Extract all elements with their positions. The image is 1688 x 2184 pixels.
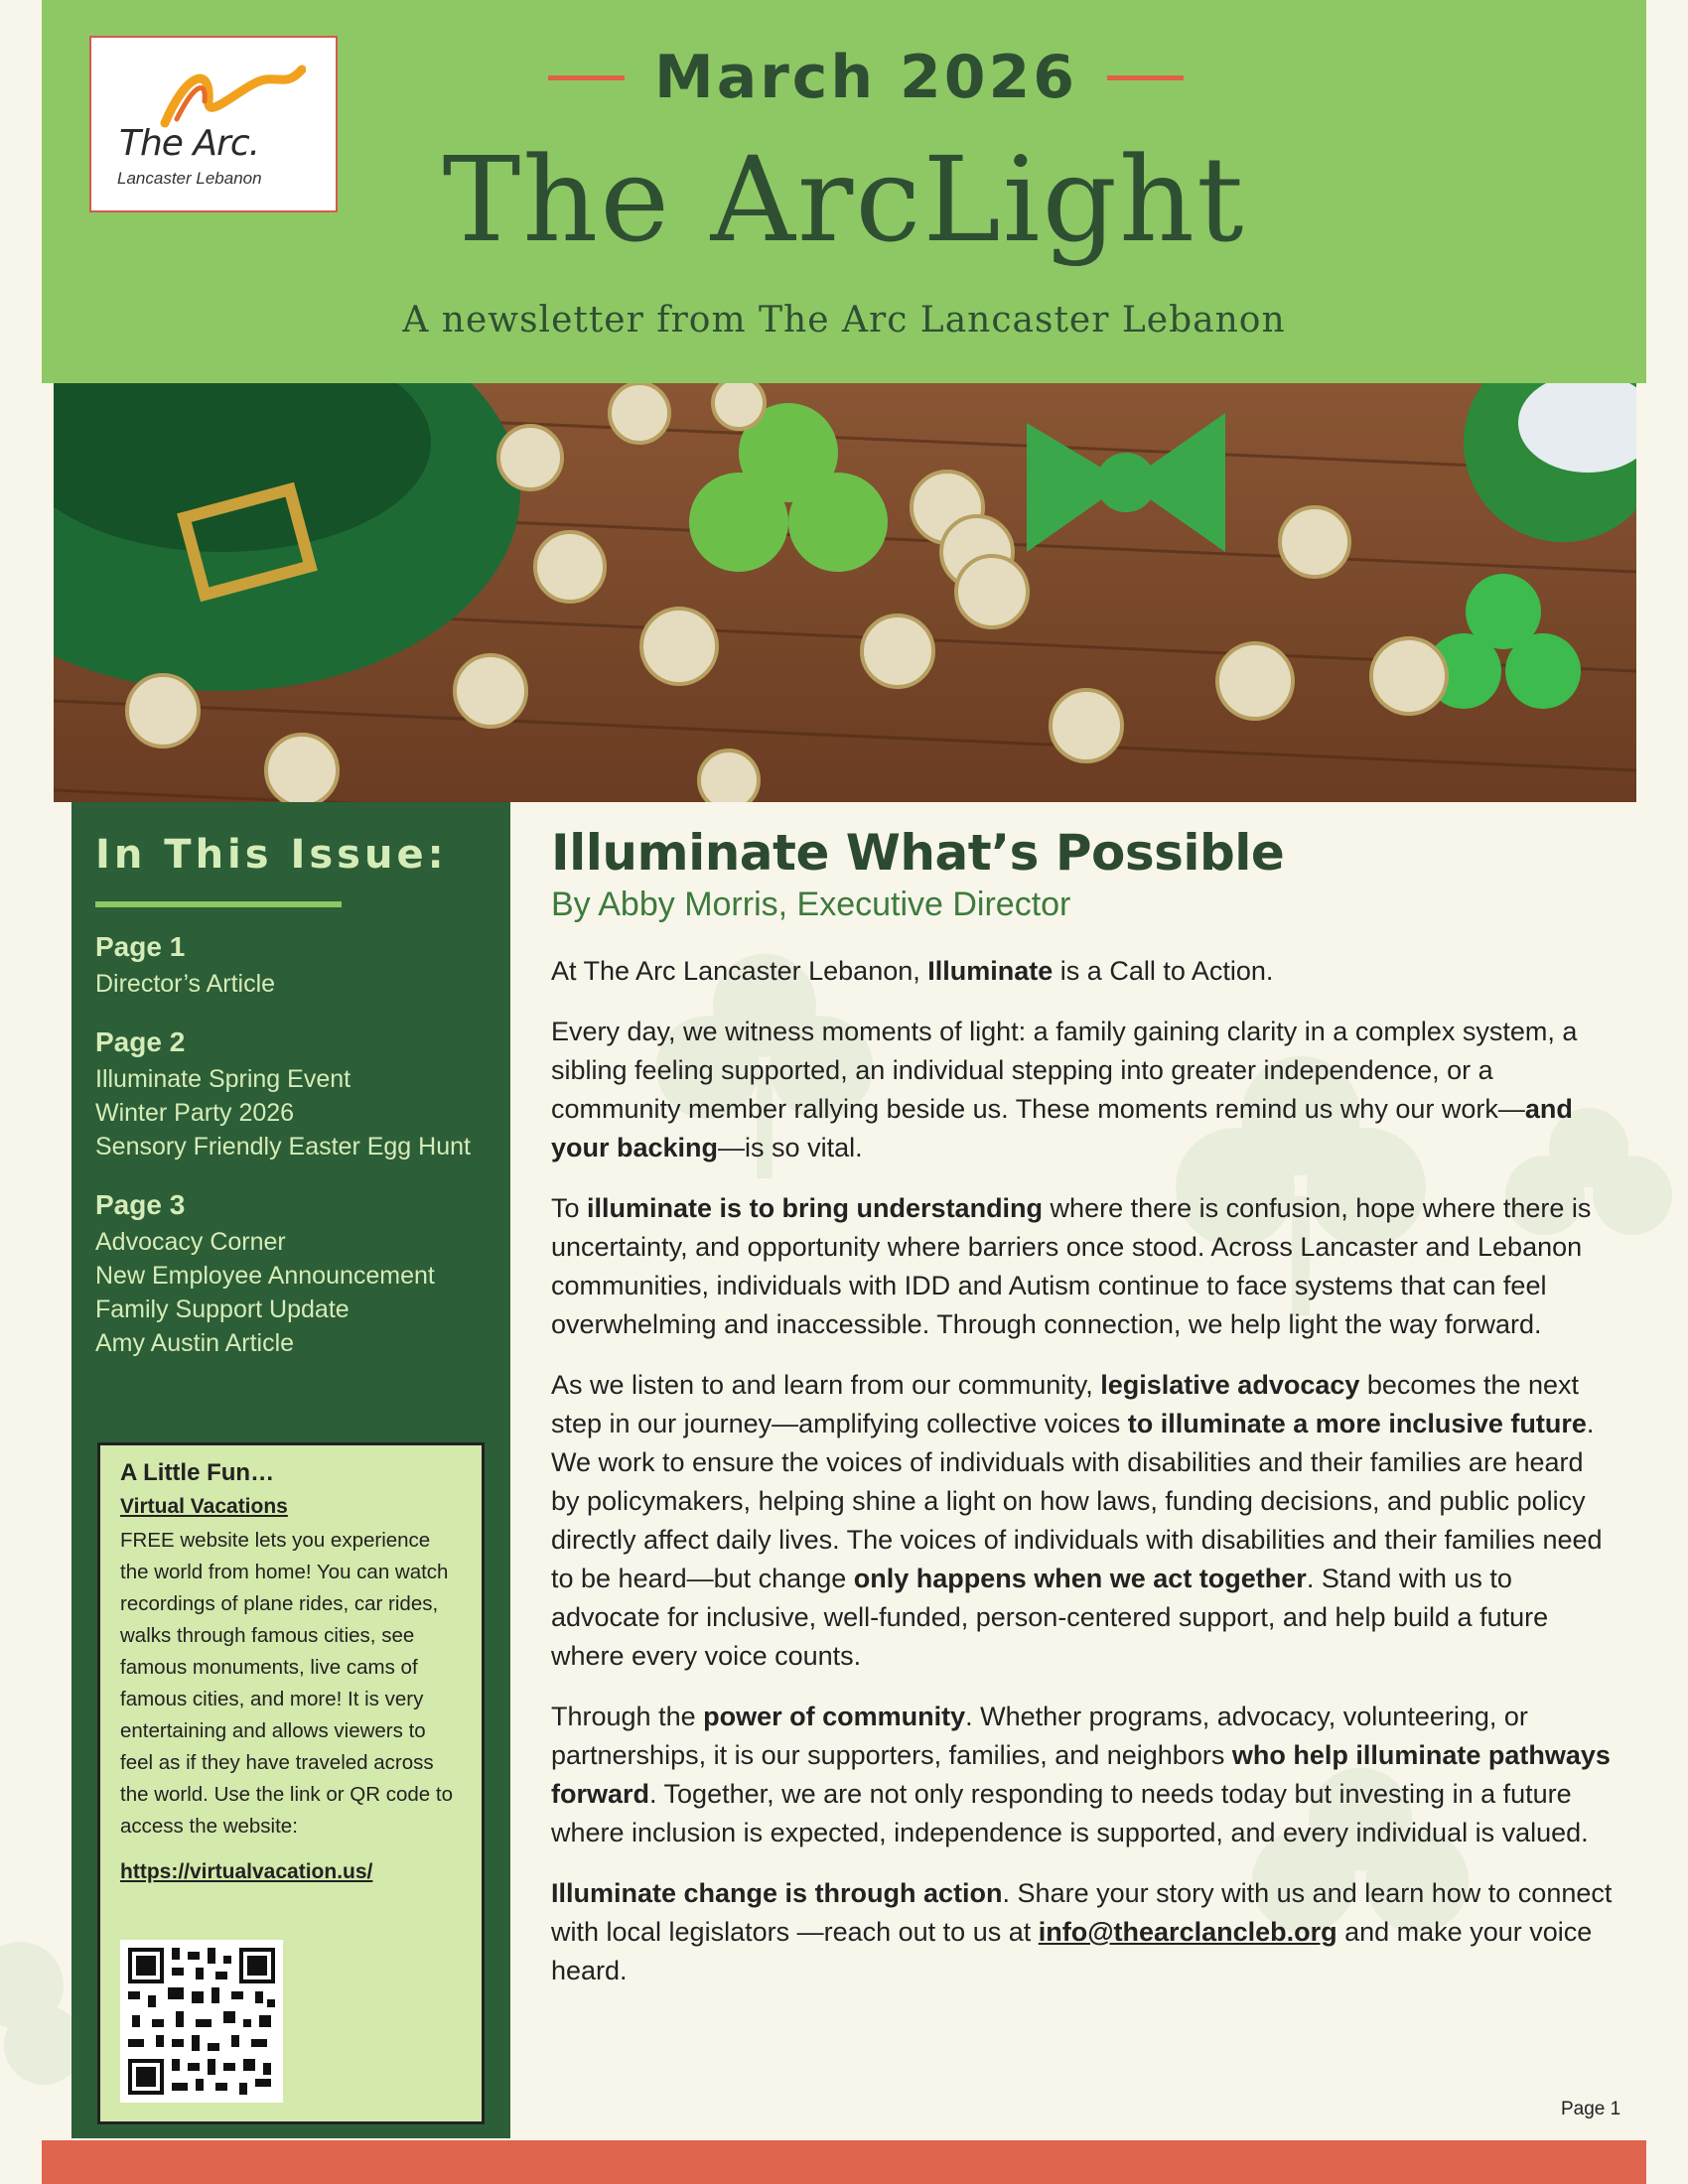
dash-left — [548, 75, 625, 80]
qr-code[interactable] — [120, 1940, 283, 2103]
newsletter-subtitle: A newsletter from The Arc Lancaster Lebanon — [402, 300, 1286, 341]
contents-item: Sensory Friendly Easter Egg Hunt — [95, 1133, 471, 1160]
contents-item: Winter Party 2026 — [95, 1099, 295, 1127]
contents-group — [95, 1189, 492, 1360]
contents-page-label: Page 2 — [95, 1026, 186, 1057]
hero-image — [54, 383, 1636, 802]
fun-description: FREE website lets you experience the world from home! You can watch recordings of plane rides, car rides, walks through famous cities, see famous monuments, live cams of famous cities, and more! It is very entertaining and allows viewers to feel as if they have traveled across the world. Use the link or QR code to access the website: — [120, 1529, 453, 1838]
fun-title: A Little Fun… — [120, 1459, 275, 1486]
footer-bar — [42, 2140, 1646, 2184]
issue-month: March 2026 — [654, 43, 1077, 112]
contents-item: New Employee Announcement — [95, 1262, 435, 1290]
article-paragraph: Illuminate change is through action. Share your story with us and learn how to connect with local legislators —reach out to us at info@thearclancleb.org and make your voice heard. — [551, 1878, 1613, 1985]
article-paragraph: To illuminate is to bring understanding where there is confusion, hope where there is uncertainty, and opportunity where barriers once stood. Across Lancaster and Lebanon communities, individuals with IDD and Autism continue to face systems that can feel overwhelming and inaccessible. Through connection, we help light the way forward. — [551, 1193, 1592, 1339]
logo-subtitle: Lancaster Lebanon — [117, 169, 262, 188]
contents-item: Illuminate Spring Event — [95, 1065, 352, 1093]
directors-article — [551, 824, 1614, 2012]
dash-right — [1107, 75, 1184, 80]
issue-contents-list — [95, 931, 492, 1386]
virtual-vacation-link[interactable]: https://virtualvacation.us/ — [120, 1860, 373, 1883]
arc-swoosh-icon — [157, 62, 306, 131]
contents-group — [95, 1026, 492, 1163]
contents-item: Family Support Update — [95, 1296, 350, 1323]
fun-subtitle: Virtual Vacations — [120, 1495, 288, 1518]
contents-page-label: Page 1 — [95, 931, 186, 962]
article-byline: By Abby Morris, Executive Director — [551, 886, 1071, 923]
article-paragraph: Through the power of community. Whether programs, advocacy, volunteering, or partnerships, it is our supporters, families, and neighbors who help illuminate pathways forward. Together, we are not only responding to needs today but investing in a future where inclusion is expected, independence is supported, and every individual is valued. — [551, 1702, 1611, 1847]
masthead — [42, 0, 1646, 383]
little-fun-box — [97, 1442, 485, 2124]
article-title: Illuminate What’s Possible — [551, 824, 1285, 882]
contact-email-link[interactable]: info@thearclancleb.org — [1038, 1917, 1337, 1947]
contents-item: Advocacy Corner — [95, 1228, 286, 1256]
page-number: Page 1 — [1561, 2099, 1621, 2119]
contents-group — [95, 931, 492, 1001]
newsletter-title: The ArcLight — [442, 131, 1246, 268]
contents-page-label: Page 3 — [95, 1189, 186, 1220]
in-this-issue-sidebar — [71, 802, 510, 2138]
article-paragraph: As we listen to and learn from our community, legislative advocacy becomes the next step in our journey—amplifying collective voices to illuminate a more inclusive future. We work to ensure the voices of individuals with disabilities and their families are heard by policymakers, helping shine a light on how laws, funding decisions, and public policy directly affect daily lives. The voices of individuals with disabilities and their families need to be heard—but change only happens when we act together. Stand with us to advocate for inclusive, well-funded, person-centered support, and help build a future where every voice counts. — [551, 1370, 1603, 1671]
logo-name: The Arc. — [119, 123, 260, 164]
contents-item: Director’s Article — [95, 970, 276, 998]
contents-item: Amy Austin Article — [95, 1329, 295, 1357]
issue-date-row — [518, 38, 1213, 117]
article-paragraph: At The Arc Lancaster Lebanon, Illuminate is a Call to Action. — [551, 956, 1274, 986]
sidebar-heading: In This Issue: — [95, 832, 448, 878]
article-paragraph: Every day, we witness moments of light: a family gaining clarity in a complex system, a sibling feeling supported, an individual stepping into greater independence, or a community member rallying beside us. These moments remind us why our work—and your backing—is so vital. — [551, 1017, 1578, 1162]
sidebar-divider — [95, 901, 342, 907]
